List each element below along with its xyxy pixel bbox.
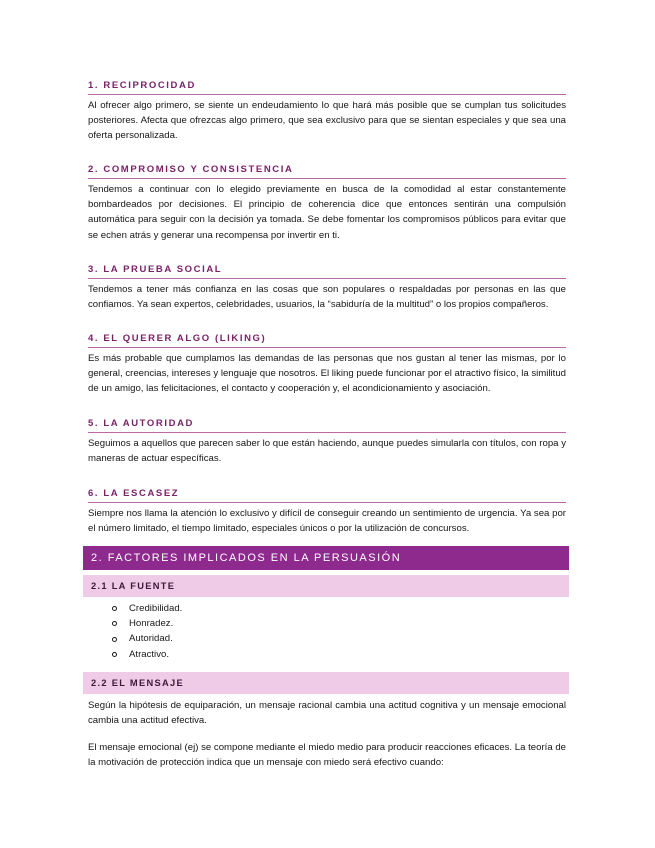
mensaje-paragraph-2: El mensaje emocional (ej) se compone mediante el miedo medio para producir reacciones eficaces. La teoría de la motivación de protección indica que un mensaje con miedo será efectivo cuando: — [88, 742, 566, 769]
list-item-label: Atractivo. — [129, 648, 169, 660]
list-item — [112, 647, 182, 662]
heading-factores: 2. FACTORES IMPLICADOS EN LA PERSUASIÓN — [83, 546, 569, 570]
heading-la-fuente: 2.1 LA FUENTE — [83, 575, 569, 597]
bullet-icon — [112, 606, 117, 611]
list-item — [112, 616, 182, 631]
section-body-reciprocidad: Al ofrecer algo primero, se siente un endeudamiento lo que hará más posible que se cumplan tus solicitudes posteriores. Afecta que ofrezcas algo primero, que sea exclusivo para que se sientan especiales y que sea una oferta personalizada. — [88, 100, 566, 142]
section-title-compromiso: 2. COMPROMISO Y CONSISTENCIA — [88, 164, 566, 179]
section-body-liking: Es más probable que cumplamos las demandas de las personas que nos gustan al tener las mismas, por lo general, creencias, intereses y lenguaje que nosotros. El liking puede funcionar por el atractivo físico, la similitud de un amigo, las felicitaciones, el contacto y cooperación y, el acondicionamiento y asociación. — [88, 353, 566, 395]
section-body-prueba-social: Tendemos a tener más confianza en las cosas que son populares o respaldadas por personas en las que confiamos. Ya sean expertos, celebridades, usuarios, la “sabiduría de la multitud” o los propios compañeros. — [88, 284, 566, 311]
list-item-label: Autoridad. — [129, 633, 173, 645]
section-body-compromiso: Tendemos a continuar con lo elegido previamente en busca de la comodidad al estar constantemente bombardeados por decisiones. El principio de coherencia dice que entonces sentirán una compulsión automática para seguir con la decisión ya tomada. Se debe fomentar los compromisos públicos para evitar que se echen atrás y generar una recompensa por invertir en ti. — [88, 184, 566, 241]
list-item-label: Credibilidad. — [129, 603, 183, 614]
list-item — [112, 631, 182, 646]
section-title-reciprocidad: 1. RECIPROCIDAD — [88, 80, 566, 95]
bullet-icon — [112, 652, 117, 657]
section-title-liking: 4. EL QUERER ALGO (LIKING) — [88, 333, 566, 348]
list-item-label: Honradez. — [129, 618, 174, 630]
heading-el-mensaje: 2.2 EL MENSAJE — [83, 672, 569, 694]
mensaje-paragraph-1: Según la hipótesis de equiparación, un mensaje racional cambia una actitud cognitiva y un mensaje emocional cambia una actitud efectiva. — [88, 700, 566, 727]
list-item — [112, 601, 182, 616]
bullet-icon — [112, 621, 117, 626]
section-body-escasez: Siempre nos llama la atención lo exclusivo y difícil de conseguir creando un sentimiento de urgencia. Ya sea por el número limitado, el tiempo limitado, especiales únicos o por la utilización de concursos. — [88, 508, 566, 535]
fuente-list — [112, 601, 182, 662]
bullet-icon — [112, 637, 117, 642]
section-body-autoridad: Seguimos a aquellos que parecen saber lo que están haciendo, aunque puedes simularla con títulos, con ropa y maneras de actuar específicas. — [88, 438, 566, 465]
section-title-autoridad: 5. LA AUTORIDAD — [88, 418, 566, 433]
section-title-prueba-social: 3. LA PRUEBA SOCIAL — [88, 264, 566, 279]
section-title-escasez: 6. LA ESCASEZ — [88, 488, 566, 503]
